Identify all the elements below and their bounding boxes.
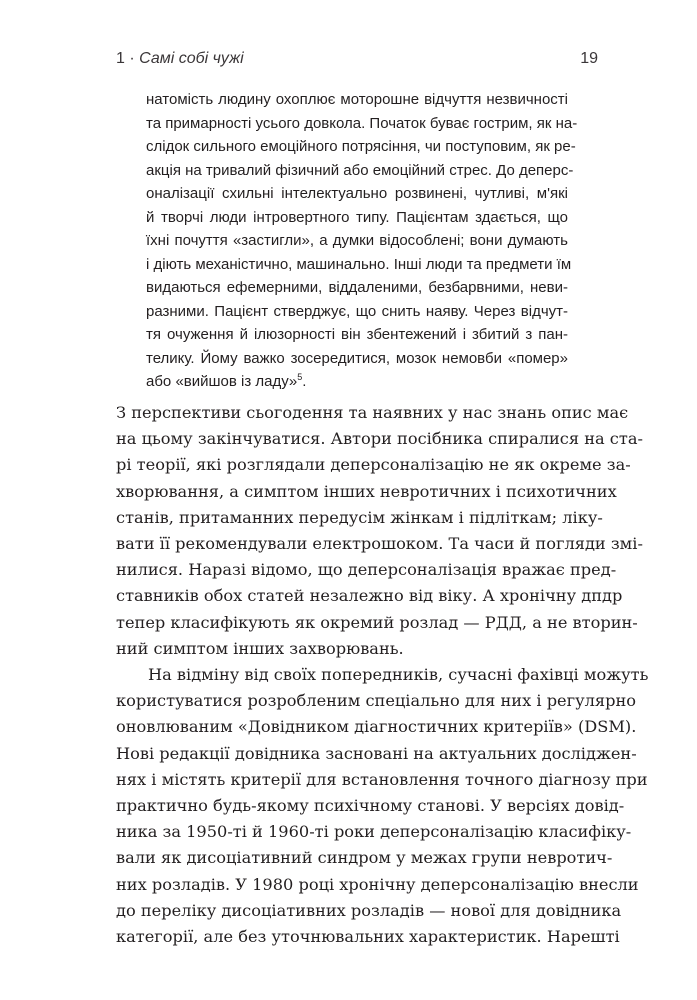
quote-line: і діють механістично, машинально. Інші люди та предмети їм xyxy=(146,255,572,273)
quote-line-text: або «вийшов із ладу» xyxy=(146,373,298,390)
block-quote xyxy=(146,88,578,394)
quote-line: та примарності усього довкола. Початок буває гострим, як на- xyxy=(146,114,578,132)
paragraph-line: до переліку дисоціативних розладів — нової для довідника xyxy=(116,900,622,920)
paragraph-line: практично будь-якому психічному станові. У версіях довід- xyxy=(116,796,625,816)
paragraph xyxy=(116,400,643,662)
quote-line: їхні почуття «застигли», а думки відособлені; вони думають xyxy=(146,232,568,249)
paragraph-line: рі теорії, які розглядали деперсоналізацію не як окреме за- xyxy=(116,455,631,475)
quote-line: видаються ефемерними, віддаленими, безбарвними, неви- xyxy=(146,279,568,296)
chapter-title: Самі собі чужі xyxy=(139,50,244,67)
quote-line: телику. Йому важко зосередитися, мозок немовби «помер» xyxy=(146,349,568,367)
page-number: 19 xyxy=(580,50,598,67)
paragraph-line: на цьому закінчуватися. Автори посібника спиралися на ста- xyxy=(116,429,643,449)
quote-line: оналізації схильні інтелектуально розвинені, чутливі, м'які xyxy=(146,185,568,202)
paragraph-line: вати її рекомендували електрошоком. Та часи й погляди змі- xyxy=(116,534,643,554)
quote-last-line: або «вийшов із ладу»$^5$. xyxy=(146,372,307,390)
quote-line: натомість людину охоплює моторошне відчуття незвичності xyxy=(146,91,568,108)
paragraph-line: хворювання, а симптом інших невротичних і психотичних xyxy=(116,481,617,501)
paragraph-line: них розладів. У 1980 році хронічну деперсоналізацію внесли xyxy=(116,874,639,894)
quote-line: тя очуження й ілюзорності він збентежений і збитий з пан- xyxy=(146,326,568,343)
header-separator: · xyxy=(129,50,135,67)
paragraph-line: ника за 1950-ті й 1960-ті роки деперсоналізацію класифіку- xyxy=(116,822,632,842)
paragraph-line: ний симптом інших захворювань. xyxy=(116,638,404,658)
paragraph-line: тепер класифікують як окремий розлад — РДД, а не вторин- xyxy=(116,612,638,632)
footnote-reference[interactable]: 5 xyxy=(297,372,303,382)
body-text xyxy=(116,400,649,950)
chapter-number: 1 xyxy=(116,50,125,67)
running-header-chapter xyxy=(116,50,244,68)
paragraph-line: користуватися розробленим спеціально для них і регулярно xyxy=(116,691,637,711)
paragraph-line: Нові редакції довідника засновані на актуальних досліджен- xyxy=(116,743,637,763)
paragraph-line: нилися. Наразі відомо, що деперсоналізація вражає пред- xyxy=(116,560,617,580)
paragraph-line: вали як дисоціативний синдром у межах групи невротич- xyxy=(116,848,613,868)
paragraph-line: На відміну від своїх попередників, сучасні фахівці можуть xyxy=(148,665,649,685)
quote-line: слідок сильного емоційного потрясіння, чи поступовим, як ре- xyxy=(146,138,576,155)
paragraph-line: З перспективи сьогодення та наявних у нас знань опис має xyxy=(116,403,629,422)
paragraph-line: оновлюваним «Довідником діагностичних критеріїв» (DSM). xyxy=(116,717,637,737)
paragraph-line: ставників обох статей незалежно від віку. А хронічну дпдр xyxy=(116,586,623,606)
quote-line: й творчі люди інтровертного типу. Пацієнтам здається, що xyxy=(146,208,568,226)
paragraph-line: нях і містять критерії для встановлення точного діагнозу при xyxy=(116,769,648,789)
paragraph-line: станів, притаманних передусім жінкам і підліткам; ліку- xyxy=(116,507,603,527)
paragraph xyxy=(116,662,649,950)
quote-line: разними. Пацієнт стверджує, що снить наяву. Через відчут- xyxy=(146,302,568,320)
quote-line: акція на тривалий фізичний або емоційний стрес. До деперс- xyxy=(146,161,574,179)
running-header xyxy=(116,50,598,72)
paragraph-line: категорії, але без уточнювальних характеристик. Нарешті xyxy=(116,927,620,947)
